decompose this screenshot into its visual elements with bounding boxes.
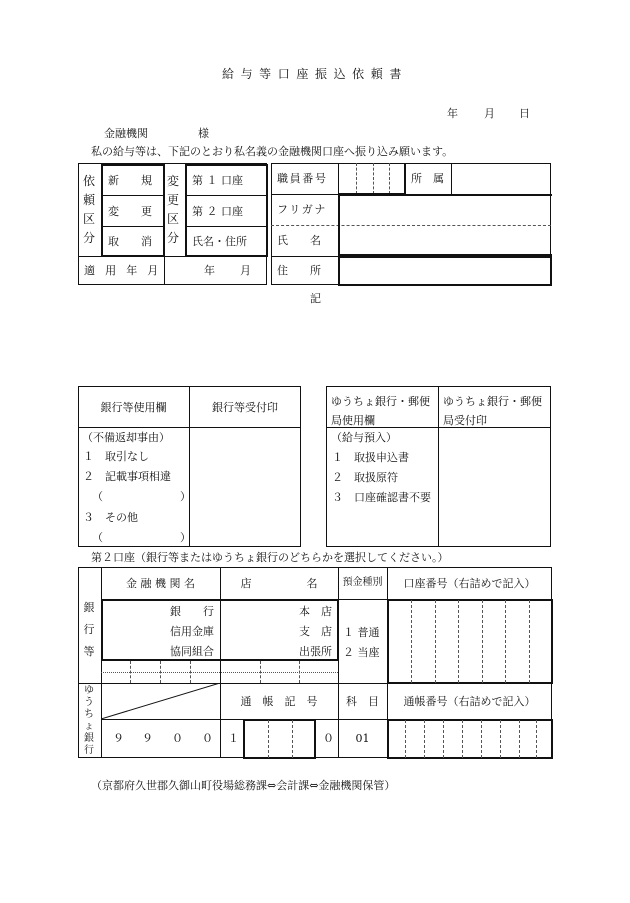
change-name-address[interactable]: 氏名・住所 <box>192 235 247 248</box>
fixed-digit-3: ０ <box>172 732 183 745</box>
yucho-use-header: ゆうちょ銀行・郵便局使用欄 <box>331 395 430 427</box>
applied-month-unit: 月 <box>240 264 251 277</box>
date-day: 日 <box>519 107 530 120</box>
yucho-item-3: ３ 口座確認書不要 <box>332 491 431 504</box>
change-account1[interactable]: 第 １ 口座 <box>192 174 243 187</box>
yucho-stamp-header: ゆうちょ銀行・郵便局受付印 <box>443 395 542 427</box>
second-account-note: 第２口座（銀行等またはゆうちょ銀行のどちらかを選択してください。） <box>91 551 449 564</box>
passbook-symbol-field[interactable] <box>243 719 316 759</box>
address-label: 住 所 <box>277 264 321 277</box>
yucho-item-1: １ 取扱申込書 <box>332 451 409 464</box>
bank-section-label: 銀行等 <box>83 601 95 658</box>
branch-outpost[interactable]: 出張所 <box>299 645 332 658</box>
symbol-first-digit: １ <box>228 732 239 745</box>
branch-sub[interactable]: 支 店 <box>299 625 332 638</box>
addressee-sama: 様 <box>198 127 209 140</box>
inst-kyodo[interactable]: 協同組合 <box>170 645 214 658</box>
applied-year-unit: 年 <box>204 264 215 277</box>
deposit-current[interactable]: ２ 当座 <box>343 646 380 659</box>
change-type-label: 変更区分 <box>166 174 179 245</box>
page-title: 給与等口座振込依頼書 <box>221 67 408 81</box>
staff-no-field[interactable] <box>338 163 406 195</box>
deposit-ordinary[interactable]: １ 普通 <box>343 626 380 639</box>
yucho-section-label: ゆうちょ銀行 <box>84 685 94 756</box>
inst-bank[interactable]: 銀 行 <box>170 605 214 618</box>
yucho-title: （給与預入） <box>331 431 397 444</box>
symbol-last-digit: ０ <box>323 732 334 745</box>
passbook-number-field[interactable] <box>387 719 553 759</box>
diagonal-line <box>101 683 220 719</box>
reason-2-blank: （ ） <box>92 490 191 503</box>
bank-use-header: 銀行等使用欄 <box>100 401 167 414</box>
option-cancel[interactable]: 取 消 <box>108 235 152 248</box>
option-change[interactable]: 変 更 <box>108 205 152 218</box>
reason-1: １ 取引なし <box>83 450 149 463</box>
address-field[interactable] <box>338 256 552 286</box>
furigana-label: フリガナ <box>277 203 328 216</box>
dept-label: 所 属 <box>411 172 444 185</box>
deposit-type-header: 預金種別 <box>342 577 383 588</box>
subject-value: 01 <box>355 732 370 745</box>
applied-month-label: 適 用 年 月 <box>84 264 162 277</box>
fixed-digit-2: ９ <box>142 732 153 745</box>
branch-main[interactable]: 本 店 <box>299 605 332 618</box>
intro-text: 私の給与等は、下記のとおり私名義の金融機関口座へ振り込み願います。 <box>91 145 454 158</box>
ki-mark: 記 <box>310 292 321 305</box>
bank-stamp-header: 銀行等受付印 <box>212 401 278 414</box>
passbook-no-header: 通帳番号（右詰めで記入） <box>403 695 536 708</box>
footer-note: （京都府久世郡久御山町役場総務課⇔会計課⇔金融機関保管） <box>91 779 396 792</box>
date-year: 年 <box>447 107 458 120</box>
reason-3-blank: （ ） <box>92 531 191 544</box>
change-account2[interactable]: 第 ２ 口座 <box>192 205 243 218</box>
inst-shinkin[interactable]: 信用金庫 <box>170 625 214 638</box>
branch-header: 店 名 <box>240 577 318 590</box>
account-no-header: 口座番号（右詰めで記入） <box>403 577 536 590</box>
staff-no-label: 職員番号 <box>277 172 328 185</box>
reason-3: ３ その他 <box>83 511 138 524</box>
reason-2: ２ 記載事項相違 <box>83 470 171 483</box>
fixed-digit-1: ９ <box>113 732 124 745</box>
name-label: 氏 名 <box>277 234 321 247</box>
addressee-institution: 金融機関 <box>104 127 148 140</box>
date-month: 月 <box>484 107 495 120</box>
institution-header: 金 融 機 関 名 <box>126 577 195 590</box>
yucho-item-2: ２ 取扱原符 <box>332 471 398 484</box>
request-type-label: 依頼区分 <box>82 174 95 245</box>
reason-title: （不備返却事由） <box>82 431 170 444</box>
subject-header: 科 目 <box>346 695 379 708</box>
fixed-digit-4: ０ <box>202 732 213 745</box>
passbook-symbol-header: 通 帳 記 号 <box>240 695 318 708</box>
name-field[interactable] <box>338 194 552 256</box>
option-new[interactable]: 新 規 <box>108 174 152 187</box>
